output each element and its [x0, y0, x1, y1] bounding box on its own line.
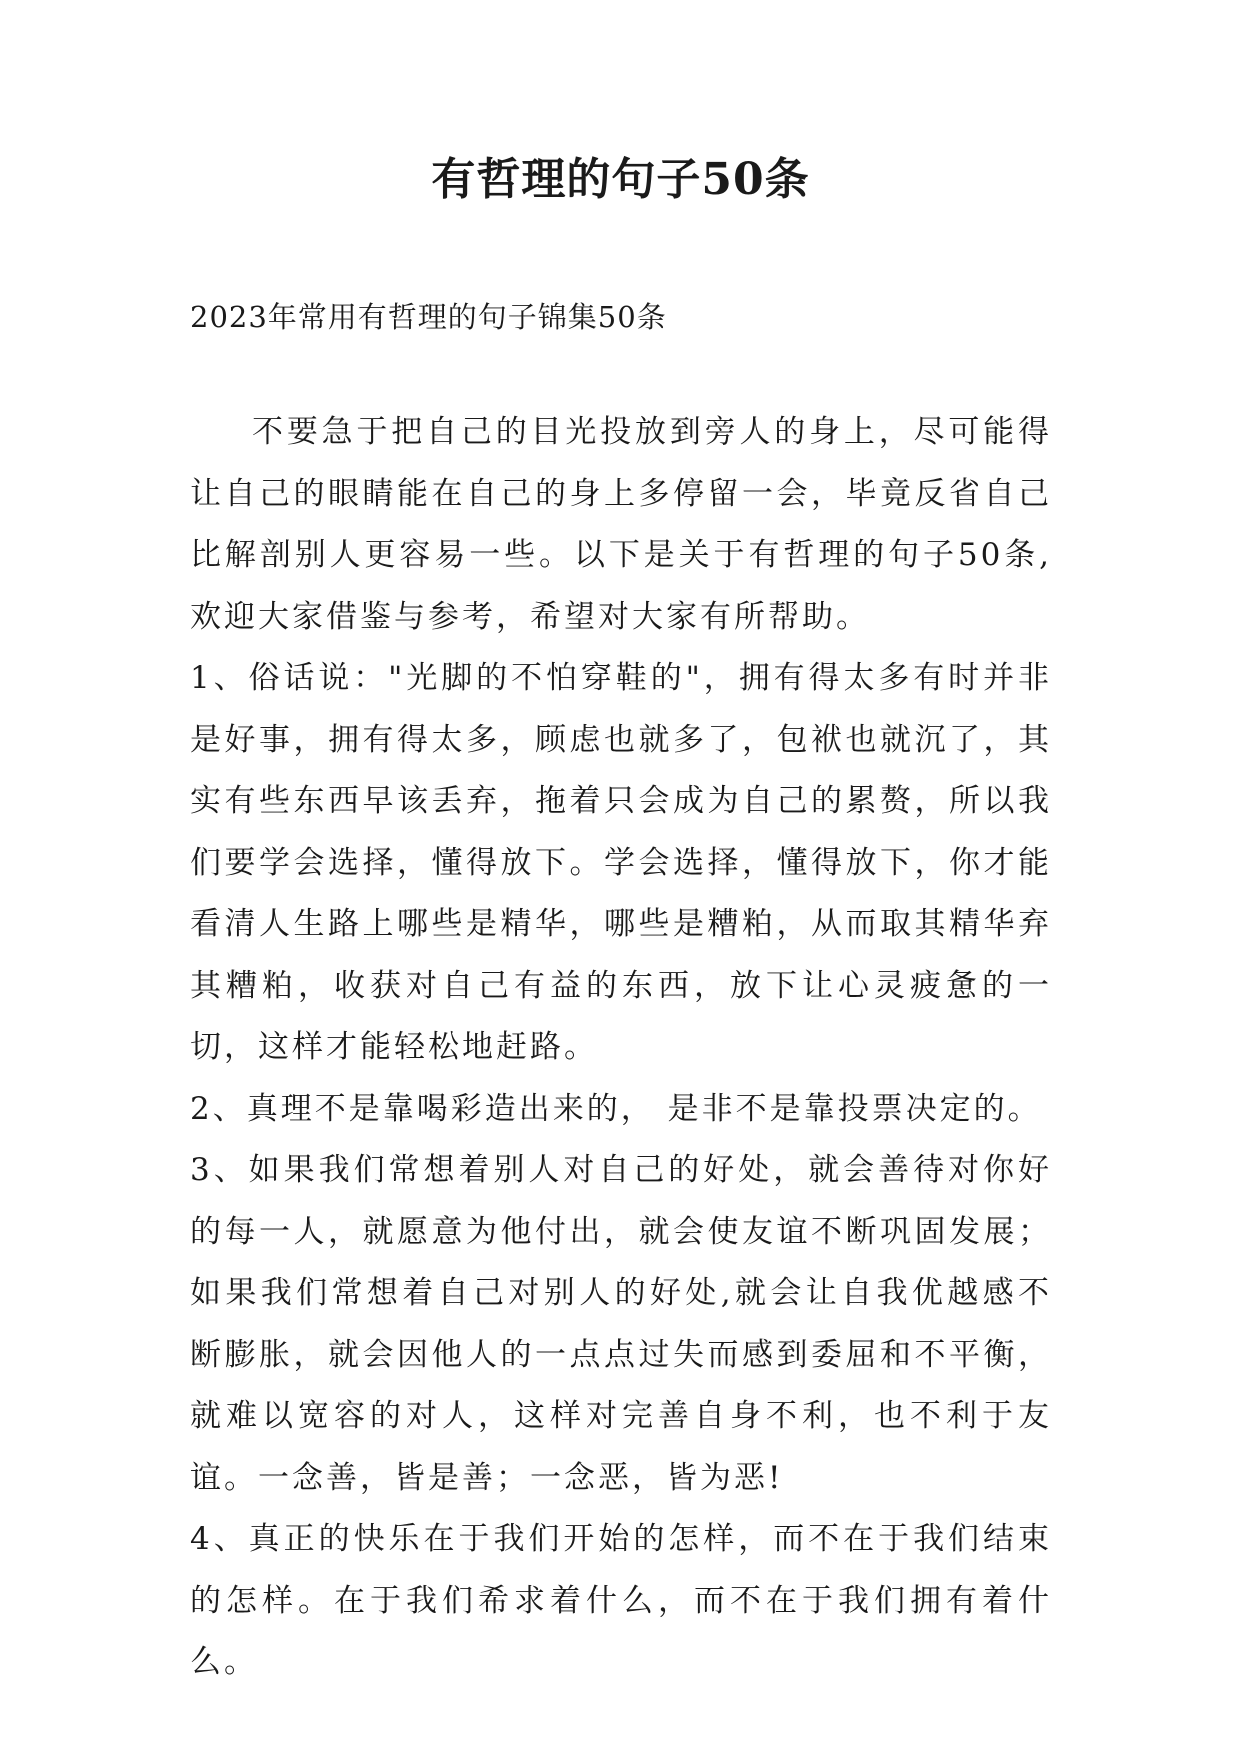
document-subtitle: 2023年常用有哲理的句子锦集50条 [190, 300, 667, 334]
quote-item-2: 2、真理不是靠喝彩造出来的， 是非不是靠投票决定的。 [190, 1090, 1042, 1127]
quote-item-1: 1、俗话说："光脚的不怕穿鞋的"，拥有得太多有时并非是好事，拥有得太多，顾虑也就多了，包袱也就沉了，其实有些东西早该丢弃，拖着只会成为自己的累赘，所以我们要学会选择，懂得放下。学会选择，懂得放下，你才能看清人生路上哪些是精华，哪些是糟粕，从而取其精华弃其糟粕，收获对自己有益的东西，放下让心灵疲惫的一切，这样才能轻松地赶路。 [190, 660, 1052, 1065]
quote-item-4: 4、真正的快乐在于我们开始的怎样，而不在于我们结束的怎样。在于我们希求着什么，而不在于我们拥有着什么。 [190, 1521, 1052, 1680]
document-title: 有哲理的句子50条 [431, 154, 810, 205]
quote-item-3: 3、如果我们常想着别人对自己的好处，就会善待对你好的每一人，就愿意为他付出，就会使友谊不断巩固发展；如果我们常想着自己对别人的好处,就会让自我优越感不断膨胀，就会因他人的一点点过失而感到委屈和不平衡，就难以宽容的对人，这样对完善自身不利，也不利于友谊。一念善，皆是善；一念恶，皆为恶! [190, 1152, 1052, 1496]
document-body [190, 402, 1052, 1694]
intro-paragraph: 不要急于把自己的目光投放到旁人的身上，尽可能得让自己的眼睛能在自己的身上多停留一会，毕竟反省自己比解剖别人更容易一些。以下是关于有哲理的句子50条,欢迎大家借鉴与参考，希望对大家有所帮助。 [190, 414, 1052, 635]
